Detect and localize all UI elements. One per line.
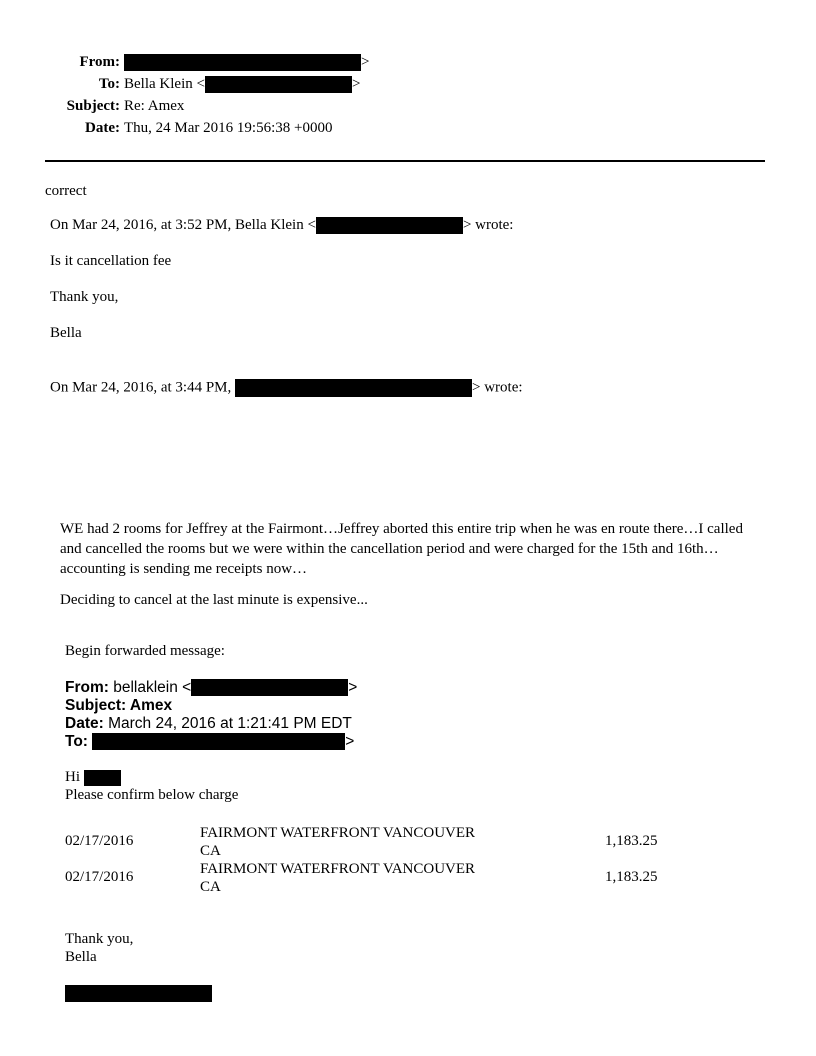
fwd-from-line bbox=[65, 679, 357, 697]
to-suffix: > bbox=[351, 76, 361, 92]
redaction-box bbox=[92, 733, 345, 750]
quote2-prefix: On Mar 24, 2016, at 3:44 PM, bbox=[50, 379, 232, 396]
charge-description bbox=[200, 824, 475, 860]
quote1-line3: Bella bbox=[50, 325, 82, 341]
message-paragraph: WE had 2 rooms for Jeffrey at the Fairmont…Jeffrey aborted this entire trip when he was en route there…I called and cancelled the rooms but we were within the cancellation period and were charged for the 15th and 16th…accounting is sending me receipts now… bbox=[60, 521, 743, 577]
charge-date: 02/17/2016 bbox=[65, 869, 134, 885]
request-line: Please confirm below charge bbox=[65, 787, 239, 803]
subject-label: Subject: bbox=[66, 98, 120, 114]
date-value: Thu, 24 Mar 2016 19:56:38 +0000 bbox=[124, 120, 333, 136]
fwd-date-line bbox=[65, 715, 352, 733]
quote1-line1: Is it cancellation fee bbox=[50, 253, 172, 269]
date-label: Date: bbox=[85, 120, 120, 136]
greeting: Hi bbox=[65, 769, 80, 785]
fwd-date-label: Date: bbox=[65, 715, 104, 732]
charge-amount: 1,183.25 bbox=[605, 869, 658, 885]
charge-location: CA bbox=[200, 879, 221, 895]
to-value bbox=[124, 76, 360, 93]
to-label: To: bbox=[98, 76, 120, 92]
quote2-attribution bbox=[50, 379, 523, 397]
charge-location: CA bbox=[200, 843, 221, 859]
charge-merchant: FAIRMONT WATERFRONT VANCOUVER bbox=[200, 861, 476, 877]
redaction-box bbox=[65, 985, 212, 1002]
redaction-box bbox=[124, 54, 361, 71]
fwd-from-suffix: > bbox=[348, 679, 358, 696]
reply-text: correct bbox=[45, 183, 87, 199]
redaction-box bbox=[205, 76, 352, 93]
quote1-line2: Thank you, bbox=[50, 289, 119, 305]
quote1-attribution bbox=[50, 217, 513, 234]
closing-line2: Bella bbox=[65, 949, 97, 965]
from-label: From: bbox=[79, 54, 120, 70]
from-suffix: > bbox=[361, 54, 370, 70]
redaction-box bbox=[191, 679, 348, 696]
fwd-to-suffix: > bbox=[345, 733, 355, 750]
quote2-suffix: > wrote: bbox=[472, 379, 523, 396]
signature-redaction bbox=[65, 985, 212, 1002]
charge-row bbox=[65, 860, 665, 896]
fwd-date-value: March 24, 2016 at 1:21:41 PM EDT bbox=[108, 715, 352, 732]
header-divider bbox=[45, 160, 765, 162]
fwd-to-line bbox=[65, 733, 354, 751]
greeting-line bbox=[65, 769, 121, 786]
from-value bbox=[124, 54, 369, 71]
redaction-box bbox=[316, 217, 463, 234]
closing-line1: Thank you, bbox=[65, 931, 134, 947]
redaction-box bbox=[84, 770, 121, 786]
charge-amount: 1,183.25 bbox=[605, 833, 658, 849]
fwd-from-value: bellaklein < bbox=[113, 679, 192, 696]
redaction-box bbox=[235, 379, 472, 397]
fwd-to-label: To: bbox=[65, 733, 88, 750]
to-name: Bella Klein < bbox=[124, 76, 205, 92]
charge-description bbox=[200, 860, 475, 896]
forward-intro: Begin forwarded message: bbox=[65, 643, 225, 659]
charge-date: 02/17/2016 bbox=[65, 833, 134, 849]
fwd-from-label: From: bbox=[65, 679, 109, 696]
subject-value: Re: Amex bbox=[124, 98, 185, 114]
quote1-prefix: On Mar 24, 2016, at 3:52 PM, Bella Klein < bbox=[50, 217, 316, 233]
quote1-suffix: > wrote: bbox=[462, 217, 514, 233]
fwd-subject-line: Subject: Amex bbox=[65, 697, 173, 714]
message-paragraph: Deciding to cancel at the last minute is expensive... bbox=[60, 592, 368, 608]
charge-merchant: FAIRMONT WATERFRONT VANCOUVER bbox=[200, 825, 476, 841]
charge-row bbox=[65, 824, 665, 860]
